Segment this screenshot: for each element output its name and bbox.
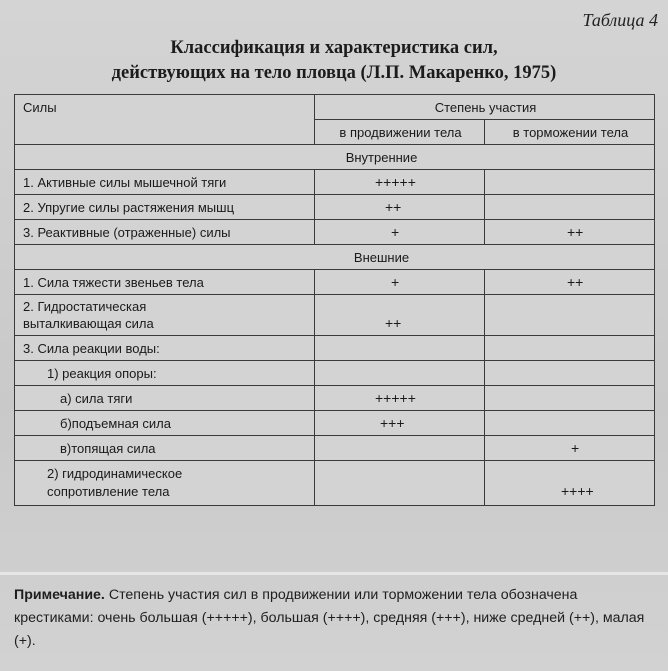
force-label: в)топящая сила <box>15 436 315 461</box>
title-line-2: действующих на тело пловца (Л.П. Макаренко, 1975) <box>111 63 557 83</box>
force-label: а) сила тяги <box>15 386 315 411</box>
propulsion-mark: ++ <box>315 295 485 336</box>
table-row <box>15 295 655 336</box>
propulsion-mark: + <box>315 220 485 245</box>
braking-mark <box>485 411 655 436</box>
braking-mark <box>485 295 655 336</box>
table-title <box>0 36 668 86</box>
braking-mark <box>485 195 655 220</box>
propulsion-mark <box>315 336 485 361</box>
divider <box>0 572 668 575</box>
force-label: 2. Гидростатическая выталкивающая сила <box>15 295 315 336</box>
propulsion-mark: ++ <box>315 195 485 220</box>
table-row <box>15 386 655 411</box>
table-row <box>15 195 655 220</box>
force-label: 1. Сила тяжести звеньев тела <box>15 270 315 295</box>
section-row <box>15 245 655 270</box>
section-external: Внешние <box>15 245 655 270</box>
braking-mark: ++++ <box>485 461 655 506</box>
braking-mark: ++ <box>485 220 655 245</box>
forces-table <box>14 94 655 506</box>
braking-mark <box>485 170 655 195</box>
force-label: 1) реакция опоры: <box>15 361 315 386</box>
propulsion-mark: + <box>315 270 485 295</box>
braking-mark <box>485 336 655 361</box>
section-row <box>15 145 655 170</box>
propulsion-mark <box>315 361 485 386</box>
force-label: 3. Сила реакции воды: <box>15 336 315 361</box>
table-row <box>15 170 655 195</box>
propulsion-mark: +++++ <box>315 386 485 411</box>
section-internal: Внутренние <box>15 145 655 170</box>
force-label: 3. Реактивные (отраженные) силы <box>15 220 315 245</box>
braking-mark <box>485 386 655 411</box>
force-label: 1. Активные силы мышечной тяги <box>15 170 315 195</box>
propulsion-mark: +++++ <box>315 170 485 195</box>
header-propulsion: в продвижении тела <box>315 120 485 145</box>
table-row <box>15 270 655 295</box>
header-forces: Силы <box>15 95 315 145</box>
propulsion-mark <box>315 461 485 506</box>
note-label: Примечание. <box>14 587 105 603</box>
braking-mark <box>485 361 655 386</box>
table-note <box>14 584 660 653</box>
table-row <box>15 220 655 245</box>
force-label: б)подъемная сила <box>15 411 315 436</box>
header-row <box>15 95 655 120</box>
force-label: 2. Упругие силы растяжения мышц <box>15 195 315 220</box>
table-row <box>15 336 655 361</box>
table-row <box>15 411 655 436</box>
force-label: 2) гидродинамическое сопротивление тела <box>15 461 315 506</box>
title-line-1: Классификация и характеристика сил, <box>170 38 498 58</box>
table-row <box>15 436 655 461</box>
propulsion-mark <box>315 436 485 461</box>
braking-mark: ++ <box>485 270 655 295</box>
header-participation: Степень участия <box>315 95 655 120</box>
propulsion-mark: +++ <box>315 411 485 436</box>
header-braking: в торможении тела <box>485 120 655 145</box>
note-text: Степень участия сил в продвижении или торможении тела обозначена крестиками: очень большая (+++++), большая (++++), средняя (+++), ниже средней (++), малая (+). <box>14 587 645 649</box>
table-row <box>15 461 655 506</box>
table-number: Таблица 4 <box>582 10 658 30</box>
braking-mark: + <box>485 436 655 461</box>
table-row <box>15 361 655 386</box>
